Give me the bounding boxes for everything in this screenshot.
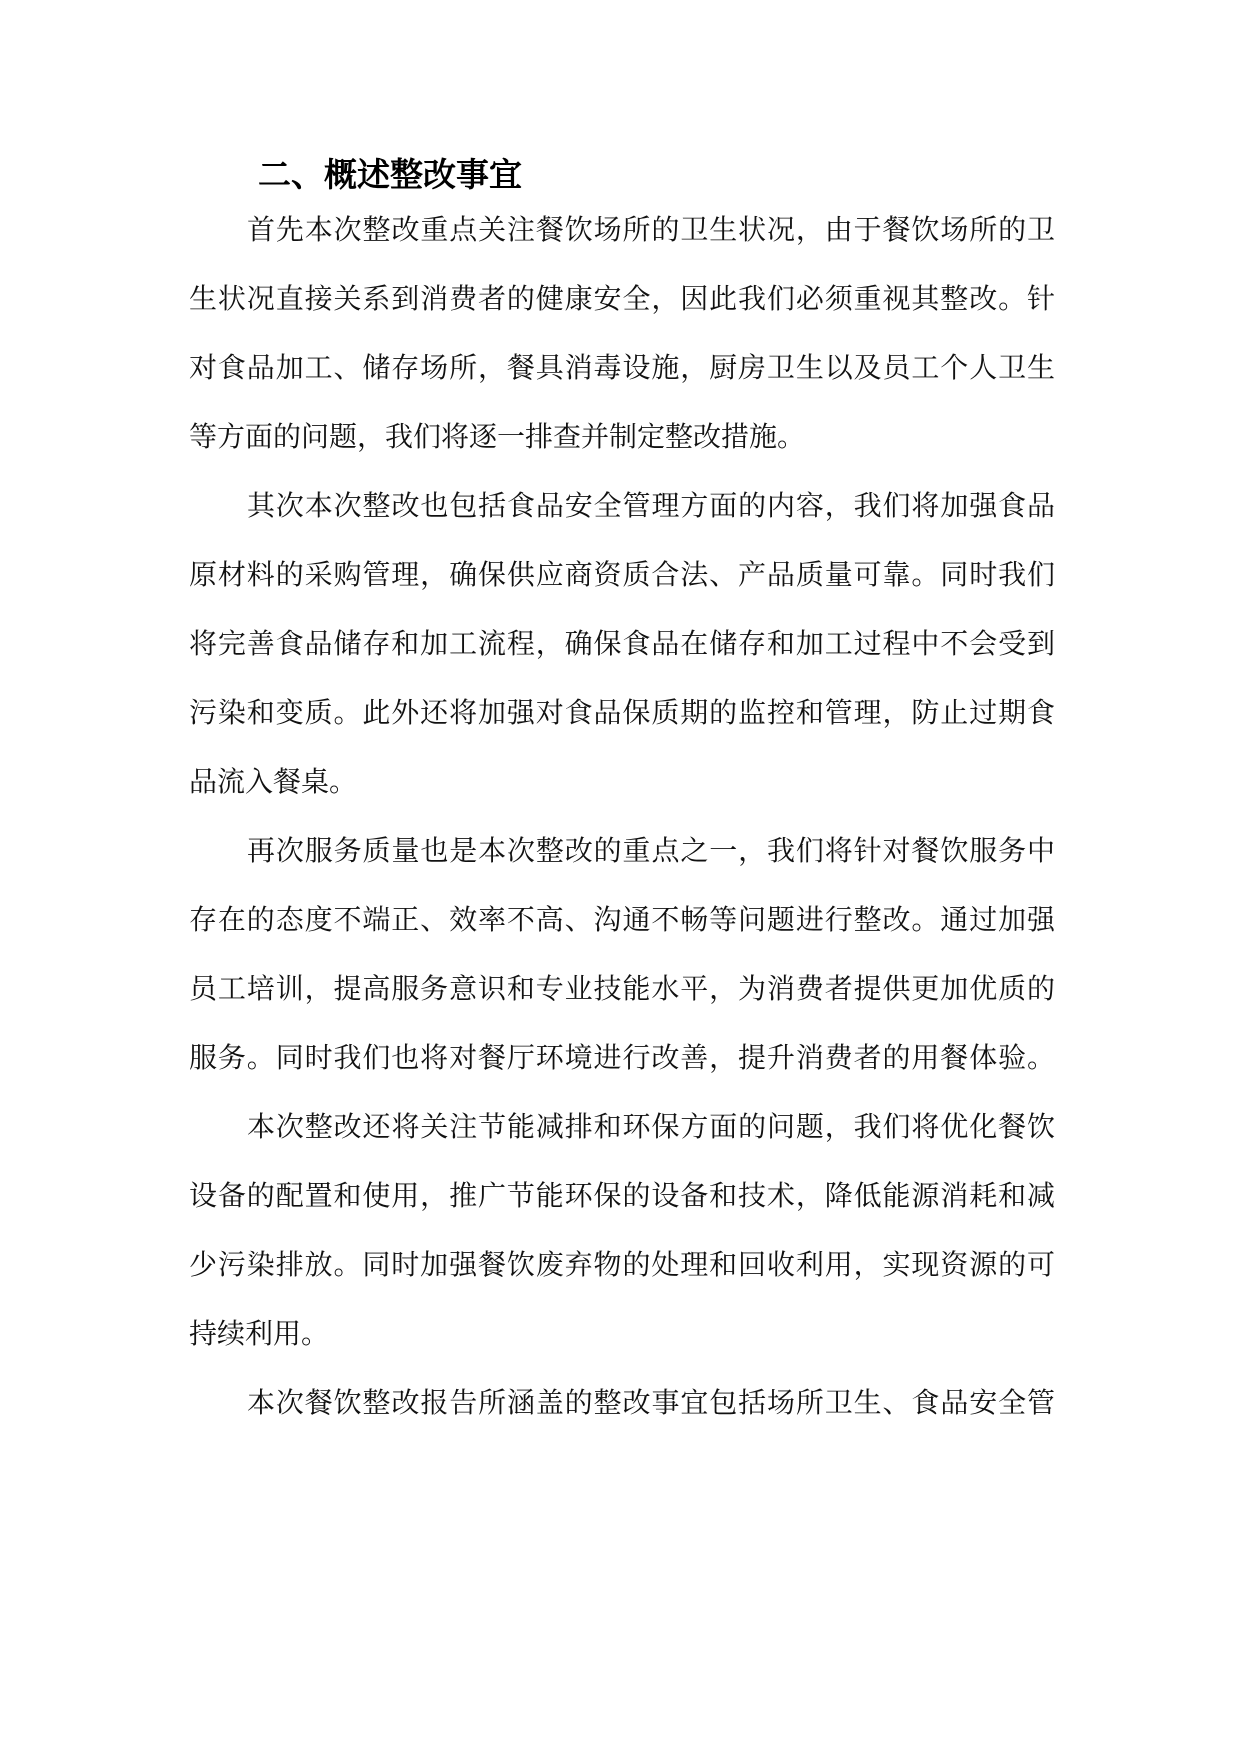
paragraph-2-line-1: 其次本次整改也包括食品安全管理方面的内容，我们将加强食品	[247, 489, 1055, 522]
paragraph-1-line-3: 对食品加工、储存场所，餐具消毒设施，厨房卫生以及员工个人卫生	[189, 351, 1055, 384]
paragraph-4-line-2: 设备的配置和使用，推广节能环保的设备和技术，降低能源消耗和减	[189, 1179, 1055, 1212]
paragraph-3-line-1: 再次服务质量也是本次整改的重点之一，我们将针对餐饮服务中	[247, 834, 1055, 867]
paragraph-4-line-3: 少污染排放。同时加强餐饮废弃物的处理和回收利用，实现资源的可	[189, 1248, 1055, 1281]
paragraph-1-line-4: 等方面的问题，我们将逐一排查并制定整改措施。	[189, 420, 806, 453]
paragraph-2-line-5: 品流入餐桌。	[189, 765, 358, 798]
paragraph-1-line-1: 首先本次整改重点关注餐饮场所的卫生状况，由于餐饮场所的卫	[247, 213, 1055, 246]
paragraph-3-line-3: 员工培训，提高服务意识和专业技能水平，为消费者提供更加优质的	[189, 972, 1055, 1005]
paragraph-4-line-1: 本次整改还将关注节能减排和环保方面的问题，我们将优化餐饮	[247, 1110, 1055, 1143]
paragraph-2-line-2: 原材料的采购管理，确保供应商资质合法、产品质量可靠。同时我们	[189, 558, 1055, 591]
paragraph-4-line-4: 持续利用。	[189, 1317, 330, 1350]
paragraph-5-line-1: 本次餐饮整改报告所涵盖的整改事宜包括场所卫生、食品安全管	[247, 1386, 1055, 1419]
paragraph-3-line-2: 存在的态度不端正、效率不高、沟通不畅等问题进行整改。通过加强	[189, 903, 1055, 936]
paragraph-3-line-4: 服务。同时我们也将对餐厅环境进行改善，提升消费者的用餐体验。	[189, 1041, 1055, 1074]
paragraph-1-line-2: 生状况直接关系到消费者的健康安全，因此我们必须重视其整改。针	[189, 282, 1055, 315]
section-heading: 二、概述整改事宜	[258, 155, 522, 194]
paragraph-2-line-3: 将完善食品储存和加工流程，确保食品在储存和加工过程中不会受到	[189, 627, 1055, 660]
paragraph-2-line-4: 污染和变质。此外还将加强对食品保质期的监控和管理，防止过期食	[189, 696, 1055, 729]
